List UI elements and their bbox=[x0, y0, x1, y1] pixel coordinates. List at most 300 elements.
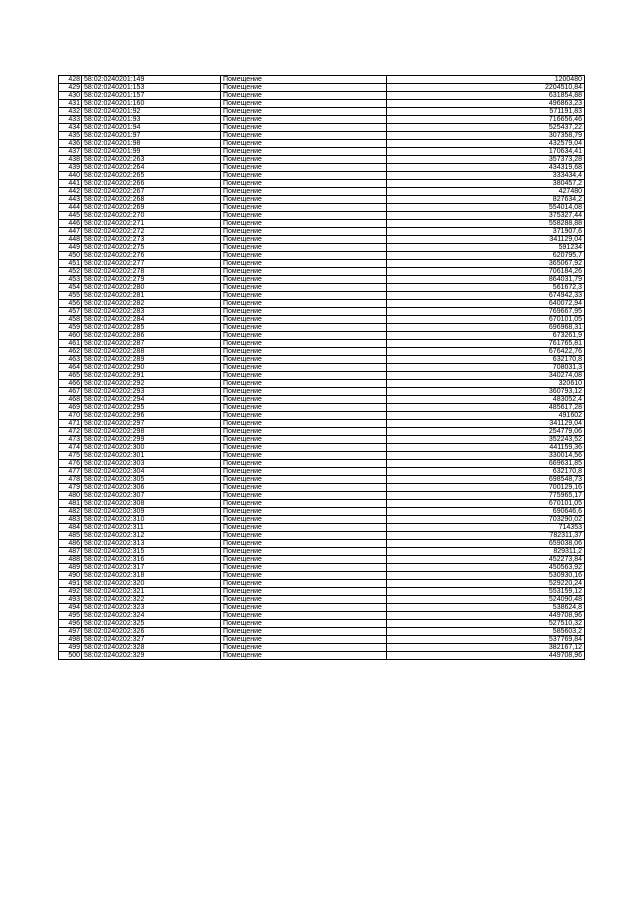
object-type-cell: Помещение bbox=[221, 140, 387, 148]
cadastral-value-cell: 690646,6 bbox=[387, 508, 585, 516]
table-row bbox=[59, 276, 585, 284]
cadastral-number-cell: 58:02:0240202:317 bbox=[82, 564, 221, 572]
cadastral-number-cell: 58:02:0240202:285 bbox=[82, 324, 221, 332]
object-type-cell: Помещение bbox=[221, 212, 387, 220]
cadastral-value-cell: 703290,02 bbox=[387, 516, 585, 524]
object-type-cell: Помещение bbox=[221, 636, 387, 644]
object-type-cell: Помещение bbox=[221, 108, 387, 116]
cadastral-number-cell: 58:02:0240202:271 bbox=[82, 220, 221, 228]
object-type-cell: Помещение bbox=[221, 204, 387, 212]
table-row bbox=[59, 644, 585, 652]
table-row bbox=[59, 484, 585, 492]
row-number-cell: 458 bbox=[59, 316, 82, 324]
row-number-cell: 488 bbox=[59, 556, 82, 564]
table-row bbox=[59, 356, 585, 364]
object-type-cell: Помещение bbox=[221, 100, 387, 108]
row-number-cell: 475 bbox=[59, 452, 82, 460]
cadastral-value-cell: 631854,88 bbox=[387, 92, 585, 100]
table-row bbox=[59, 460, 585, 468]
table-row bbox=[59, 116, 585, 124]
cadastral-value-cell: 307358,79 bbox=[387, 132, 585, 140]
cadastral-number-cell: 58:02:0240202:284 bbox=[82, 316, 221, 324]
table-row bbox=[59, 76, 585, 84]
row-number-cell: 466 bbox=[59, 380, 82, 388]
cadastral-value-cell: 775965,17 bbox=[387, 492, 585, 500]
cadastral-value-cell: 365067,92 bbox=[387, 260, 585, 268]
table-row bbox=[59, 588, 585, 596]
cadastral-number-cell: 58:02:0240202:265 bbox=[82, 172, 221, 180]
row-number-cell: 483 bbox=[59, 516, 82, 524]
cadastral-number-cell: 58:02:0240202:292 bbox=[82, 380, 221, 388]
cadastral-number-cell: 58:02:0240201:94 bbox=[82, 124, 221, 132]
row-number-cell: 447 bbox=[59, 228, 82, 236]
table-row bbox=[59, 508, 585, 516]
row-number-cell: 428 bbox=[59, 76, 82, 84]
cadastral-value-cell: 382167,12 bbox=[387, 644, 585, 652]
object-type-cell: Помещение bbox=[221, 156, 387, 164]
cadastral-number-cell: 58:02:0240202:268 bbox=[82, 196, 221, 204]
row-number-cell: 462 bbox=[59, 348, 82, 356]
object-type-cell: Помещение bbox=[221, 308, 387, 316]
table-row bbox=[59, 108, 585, 116]
cadastral-number-cell: 58:02:0240202:327 bbox=[82, 636, 221, 644]
table-row bbox=[59, 580, 585, 588]
row-number-cell: 455 bbox=[59, 292, 82, 300]
table-row bbox=[59, 156, 585, 164]
row-number-cell: 499 bbox=[59, 644, 82, 652]
cadastral-value-cell: 591234 bbox=[387, 244, 585, 252]
row-number-cell: 478 bbox=[59, 476, 82, 484]
object-type-cell: Помещение bbox=[221, 124, 387, 132]
row-number-cell: 452 bbox=[59, 268, 82, 276]
object-type-cell: Помещение bbox=[221, 524, 387, 532]
cadastral-number-cell: 58:02:0240201:97 bbox=[82, 132, 221, 140]
cadastral-number-cell: 58:02:0240202:312 bbox=[82, 532, 221, 540]
cadastral-value-cell: 529220,24 bbox=[387, 580, 585, 588]
cadastral-value-cell: 254779,06 bbox=[387, 428, 585, 436]
row-number-cell: 500 bbox=[59, 652, 82, 660]
cadastral-value-cell: 700129,16 bbox=[387, 484, 585, 492]
table-row bbox=[59, 220, 585, 228]
row-number-cell: 493 bbox=[59, 596, 82, 604]
object-type-cell: Помещение bbox=[221, 292, 387, 300]
row-number-cell: 494 bbox=[59, 604, 82, 612]
cadastral-number-cell: 58:02:0240201:99 bbox=[82, 148, 221, 156]
object-type-cell: Помещение bbox=[221, 580, 387, 588]
row-number-cell: 442 bbox=[59, 188, 82, 196]
table-row bbox=[59, 620, 585, 628]
row-number-cell: 486 bbox=[59, 540, 82, 548]
object-type-cell: Помещение bbox=[221, 500, 387, 508]
table-row bbox=[59, 388, 585, 396]
cadastral-number-cell: 58:02:0240202:306 bbox=[82, 484, 221, 492]
object-type-cell: Помещение bbox=[221, 300, 387, 308]
row-number-cell: 497 bbox=[59, 628, 82, 636]
row-number-cell: 489 bbox=[59, 564, 82, 572]
table-row bbox=[59, 572, 585, 580]
row-number-cell: 450 bbox=[59, 252, 82, 260]
row-number-cell: 436 bbox=[59, 140, 82, 148]
cadastral-number-cell: 58:02:0240201:92 bbox=[82, 108, 221, 116]
cadastral-number-cell: 58:02:0240202:315 bbox=[82, 548, 221, 556]
object-type-cell: Помещение bbox=[221, 276, 387, 284]
cadastral-value-cell: 341129,04 bbox=[387, 236, 585, 244]
object-type-cell: Помещение bbox=[221, 164, 387, 172]
cadastral-number-cell: 58:02:0240201:93 bbox=[82, 116, 221, 124]
table-row bbox=[59, 252, 585, 260]
cadastral-number-cell: 58:02:0240202:266 bbox=[82, 180, 221, 188]
row-number-cell: 456 bbox=[59, 300, 82, 308]
cadastral-value-cell: 375327,44 bbox=[387, 212, 585, 220]
object-type-cell: Помещение bbox=[221, 540, 387, 548]
object-type-cell: Помещение bbox=[221, 332, 387, 340]
table-row bbox=[59, 300, 585, 308]
table-row bbox=[59, 540, 585, 548]
row-number-cell: 461 bbox=[59, 340, 82, 348]
table-row bbox=[59, 92, 585, 100]
cadastral-value-cell: 632170,8 bbox=[387, 468, 585, 476]
object-type-cell: Помещение bbox=[221, 652, 387, 660]
table-row bbox=[59, 452, 585, 460]
object-type-cell: Помещение bbox=[221, 148, 387, 156]
object-type-cell: Помещение bbox=[221, 340, 387, 348]
table-row bbox=[59, 428, 585, 436]
table-row bbox=[59, 188, 585, 196]
cadastral-number-cell: 58:02:0240202:321 bbox=[82, 588, 221, 596]
cadastral-value-cell: 427480 bbox=[387, 188, 585, 196]
object-type-cell: Помещение bbox=[221, 196, 387, 204]
row-number-cell: 457 bbox=[59, 308, 82, 316]
object-type-cell: Помещение bbox=[221, 556, 387, 564]
table-row bbox=[59, 412, 585, 420]
cadastral-value-cell: 483052,4 bbox=[387, 396, 585, 404]
cadastral-number-cell: 58:02:0240202:326 bbox=[82, 628, 221, 636]
table-row bbox=[59, 564, 585, 572]
row-number-cell: 474 bbox=[59, 444, 82, 452]
object-type-cell: Помещение bbox=[221, 532, 387, 540]
table-row bbox=[59, 396, 585, 404]
cadastral-number-cell: 58:02:0240202:325 bbox=[82, 620, 221, 628]
object-type-cell: Помещение bbox=[221, 316, 387, 324]
cadastral-number-cell: 58:02:0240202:277 bbox=[82, 260, 221, 268]
cadastral-value-cell: 670101,05 bbox=[387, 500, 585, 508]
row-number-cell: 481 bbox=[59, 500, 82, 508]
table-row bbox=[59, 364, 585, 372]
table-row bbox=[59, 84, 585, 92]
object-type-cell: Помещение bbox=[221, 348, 387, 356]
row-number-cell: 435 bbox=[59, 132, 82, 140]
row-number-cell: 441 bbox=[59, 180, 82, 188]
row-number-cell: 460 bbox=[59, 332, 82, 340]
cadastral-value-cell: 330014,56 bbox=[387, 452, 585, 460]
cadastral-value-cell: 585603,2 bbox=[387, 628, 585, 636]
cadastral-number-cell: 58:02:0240202:305 bbox=[82, 476, 221, 484]
row-number-cell: 439 bbox=[59, 164, 82, 172]
cadastral-value-cell: 2204510,84 bbox=[387, 84, 585, 92]
table-row bbox=[59, 132, 585, 140]
row-number-cell: 429 bbox=[59, 84, 82, 92]
table-row bbox=[59, 604, 585, 612]
table-row bbox=[59, 212, 585, 220]
cadastral-value-cell: 449708,96 bbox=[387, 612, 585, 620]
object-type-cell: Помещение bbox=[221, 420, 387, 428]
row-number-cell: 434 bbox=[59, 124, 82, 132]
object-type-cell: Помещение bbox=[221, 236, 387, 244]
cadastral-number-cell: 58:02:0240202:308 bbox=[82, 500, 221, 508]
row-number-cell: 477 bbox=[59, 468, 82, 476]
cadastral-value-cell: 669631,85 bbox=[387, 460, 585, 468]
object-type-cell: Помещение bbox=[221, 252, 387, 260]
object-type-cell: Помещение bbox=[221, 508, 387, 516]
cadastral-value-cell: 706184,26 bbox=[387, 268, 585, 276]
table-row bbox=[59, 196, 585, 204]
row-number-cell: 468 bbox=[59, 396, 82, 404]
object-type-cell: Помещение bbox=[221, 452, 387, 460]
cadastral-value-cell: 554014,08 bbox=[387, 204, 585, 212]
table-row bbox=[59, 348, 585, 356]
cadastral-value-cell: 530930,16 bbox=[387, 572, 585, 580]
table-row bbox=[59, 140, 585, 148]
row-number-cell: 453 bbox=[59, 276, 82, 284]
cadastral-value-cell: 674942,33 bbox=[387, 292, 585, 300]
object-type-cell: Помещение bbox=[221, 356, 387, 364]
row-number-cell: 459 bbox=[59, 324, 82, 332]
cadastral-value-cell: 558288,88 bbox=[387, 220, 585, 228]
object-type-cell: Помещение bbox=[221, 612, 387, 620]
cadastral-number-cell: 58:02:0240202:303 bbox=[82, 460, 221, 468]
cadastral-number-cell: 58:02:0240202:310 bbox=[82, 516, 221, 524]
cadastral-value-cell: 527510,32 bbox=[387, 620, 585, 628]
cadastral-number-cell: 58:02:0240202:267 bbox=[82, 188, 221, 196]
object-type-cell: Помещение bbox=[221, 644, 387, 652]
cadastral-number-cell: 58:02:0240202:279 bbox=[82, 276, 221, 284]
cadastral-value-cell: 380457,2 bbox=[387, 180, 585, 188]
row-number-cell: 485 bbox=[59, 532, 82, 540]
object-type-cell: Помещение bbox=[221, 268, 387, 276]
cadastral-number-cell: 58:02:0240202:318 bbox=[82, 572, 221, 580]
table-row bbox=[59, 468, 585, 476]
table-row bbox=[59, 636, 585, 644]
object-type-cell: Помещение bbox=[221, 284, 387, 292]
table-row bbox=[59, 292, 585, 300]
object-type-cell: Помещение bbox=[221, 228, 387, 236]
row-number-cell: 484 bbox=[59, 524, 82, 532]
object-type-cell: Помещение bbox=[221, 596, 387, 604]
object-type-cell: Помещение bbox=[221, 484, 387, 492]
cadastral-number-cell: 58:02:0240202:329 bbox=[82, 652, 221, 660]
cadastral-number-cell: 58:02:0240202:307 bbox=[82, 492, 221, 500]
table-row bbox=[59, 332, 585, 340]
table-row bbox=[59, 316, 585, 324]
object-type-cell: Помещение bbox=[221, 492, 387, 500]
cadastral-number-cell: 58:02:0240202:269 bbox=[82, 204, 221, 212]
cadastral-value-cell: 696968,31 bbox=[387, 324, 585, 332]
cadastral-value-cell: 525437,22 bbox=[387, 124, 585, 132]
object-type-cell: Помещение bbox=[221, 92, 387, 100]
cadastral-number-cell: 58:02:0240202:290 bbox=[82, 364, 221, 372]
cadastral-number-cell: 58:02:0240202:322 bbox=[82, 596, 221, 604]
object-type-cell: Помещение bbox=[221, 260, 387, 268]
row-number-cell: 446 bbox=[59, 220, 82, 228]
table-row bbox=[59, 236, 585, 244]
row-number-cell: 482 bbox=[59, 508, 82, 516]
table-row bbox=[59, 516, 585, 524]
cadastral-value-cell: 452273,84 bbox=[387, 556, 585, 564]
cadastral-value-cell: 357373,28 bbox=[387, 156, 585, 164]
row-number-cell: 470 bbox=[59, 412, 82, 420]
cadastral-number-cell: 58:02:0240202:299 bbox=[82, 436, 221, 444]
table-row bbox=[59, 532, 585, 540]
object-type-cell: Помещение bbox=[221, 396, 387, 404]
cadastral-value-cell: 864031,79 bbox=[387, 276, 585, 284]
cadastral-value-cell: 352243,52 bbox=[387, 436, 585, 444]
row-number-cell: 467 bbox=[59, 388, 82, 396]
row-number-cell: 487 bbox=[59, 548, 82, 556]
row-number-cell: 448 bbox=[59, 236, 82, 244]
cadastral-value-cell: 670101,05 bbox=[387, 316, 585, 324]
cadastral-value-cell: 524090,48 bbox=[387, 596, 585, 604]
cadastral-value-cell: 1200480 bbox=[387, 76, 585, 84]
cadastral-number-cell: 58:02:0240202:298 bbox=[82, 428, 221, 436]
cadastral-value-cell: 716656,46 bbox=[387, 116, 585, 124]
row-number-cell: 444 bbox=[59, 204, 82, 212]
row-number-cell: 491 bbox=[59, 580, 82, 588]
cadastral-value-cell: 537769,84 bbox=[387, 636, 585, 644]
object-type-cell: Помещение bbox=[221, 132, 387, 140]
property-table bbox=[58, 75, 585, 660]
cadastral-value-cell: 829311,2 bbox=[387, 548, 585, 556]
row-number-cell: 431 bbox=[59, 100, 82, 108]
cadastral-number-cell: 58:02:0240202:296 bbox=[82, 412, 221, 420]
cadastral-number-cell: 58:02:0240202:294 bbox=[82, 396, 221, 404]
object-type-cell: Помещение bbox=[221, 76, 387, 84]
object-type-cell: Помещение bbox=[221, 516, 387, 524]
row-number-cell: 465 bbox=[59, 372, 82, 380]
object-type-cell: Помещение bbox=[221, 548, 387, 556]
object-type-cell: Помещение bbox=[221, 388, 387, 396]
object-type-cell: Помещение bbox=[221, 444, 387, 452]
object-type-cell: Помещение bbox=[221, 620, 387, 628]
cadastral-number-cell: 58:02:0240201:157 bbox=[82, 92, 221, 100]
table-row bbox=[59, 204, 585, 212]
table-row bbox=[59, 476, 585, 484]
row-number-cell: 438 bbox=[59, 156, 82, 164]
row-number-cell: 473 bbox=[59, 436, 82, 444]
object-type-cell: Помещение bbox=[221, 460, 387, 468]
table-row bbox=[59, 100, 585, 108]
cadastral-value-cell: 714353 bbox=[387, 524, 585, 532]
cadastral-number-cell: 58:02:0240202:288 bbox=[82, 348, 221, 356]
table-row bbox=[59, 260, 585, 268]
cadastral-number-cell: 58:02:0240202:272 bbox=[82, 228, 221, 236]
object-type-cell: Помещение bbox=[221, 428, 387, 436]
cadastral-value-cell: 673261,9 bbox=[387, 332, 585, 340]
cadastral-value-cell: 491602 bbox=[387, 412, 585, 420]
cadastral-value-cell: 450563,92 bbox=[387, 564, 585, 572]
object-type-cell: Помещение bbox=[221, 324, 387, 332]
object-type-cell: Помещение bbox=[221, 564, 387, 572]
row-number-cell: 496 bbox=[59, 620, 82, 628]
object-type-cell: Помещение bbox=[221, 380, 387, 388]
table-row bbox=[59, 420, 585, 428]
table-row bbox=[59, 380, 585, 388]
cadastral-number-cell: 58:02:0240202:324 bbox=[82, 612, 221, 620]
object-type-cell: Помещение bbox=[221, 172, 387, 180]
table-row bbox=[59, 556, 585, 564]
table-row bbox=[59, 372, 585, 380]
cadastral-number-cell: 58:02:0240202:263 bbox=[82, 156, 221, 164]
cadastral-value-cell: 676422,76 bbox=[387, 348, 585, 356]
cadastral-number-cell: 58:02:0240201:149 bbox=[82, 76, 221, 84]
table-row bbox=[59, 500, 585, 508]
row-number-cell: 463 bbox=[59, 356, 82, 364]
cadastral-number-cell: 58:02:0240201:153 bbox=[82, 84, 221, 92]
table-row bbox=[59, 340, 585, 348]
row-number-cell: 471 bbox=[59, 420, 82, 428]
object-type-cell: Помещение bbox=[221, 188, 387, 196]
row-number-cell: 432 bbox=[59, 108, 82, 116]
cadastral-value-cell: 640072,94 bbox=[387, 300, 585, 308]
table-row bbox=[59, 148, 585, 156]
row-number-cell: 437 bbox=[59, 148, 82, 156]
object-type-cell: Помещение bbox=[221, 468, 387, 476]
cadastral-number-cell: 58:02:0240202:291 bbox=[82, 372, 221, 380]
cadastral-number-cell: 58:02:0240202:295 bbox=[82, 404, 221, 412]
row-number-cell: 495 bbox=[59, 612, 82, 620]
object-type-cell: Помещение bbox=[221, 180, 387, 188]
object-type-cell: Помещение bbox=[221, 244, 387, 252]
table-row bbox=[59, 180, 585, 188]
table-row bbox=[59, 164, 585, 172]
cadastral-value-cell: 708031,3 bbox=[387, 364, 585, 372]
row-number-cell: 443 bbox=[59, 196, 82, 204]
cadastral-value-cell: 561672,3 bbox=[387, 284, 585, 292]
cadastral-number-cell: 58:02:0240202:304 bbox=[82, 468, 221, 476]
table-row bbox=[59, 436, 585, 444]
cadastral-value-cell: 769667,95 bbox=[387, 308, 585, 316]
cadastral-number-cell: 58:02:0240202:293 bbox=[82, 388, 221, 396]
cadastral-value-cell: 333434,4 bbox=[387, 172, 585, 180]
cadastral-number-cell: 58:02:0240201:98 bbox=[82, 140, 221, 148]
table-row bbox=[59, 324, 585, 332]
row-number-cell: 479 bbox=[59, 484, 82, 492]
cadastral-value-cell: 170634,41 bbox=[387, 148, 585, 156]
row-number-cell: 498 bbox=[59, 636, 82, 644]
table-row bbox=[59, 628, 585, 636]
cadastral-value-cell: 320610 bbox=[387, 380, 585, 388]
cadastral-value-cell: 538624,8 bbox=[387, 604, 585, 612]
cadastral-value-cell: 432579,04 bbox=[387, 140, 585, 148]
table-row bbox=[59, 652, 585, 660]
row-number-cell: 492 bbox=[59, 588, 82, 596]
cadastral-number-cell: 58:02:0240202:286 bbox=[82, 332, 221, 340]
table-row bbox=[59, 596, 585, 604]
cadastral-value-cell: 827634,2 bbox=[387, 196, 585, 204]
table-row bbox=[59, 124, 585, 132]
object-type-cell: Помещение bbox=[221, 572, 387, 580]
row-number-cell: 430 bbox=[59, 92, 82, 100]
object-type-cell: Помещение bbox=[221, 604, 387, 612]
cadastral-number-cell: 58:02:0240202:316 bbox=[82, 556, 221, 564]
cadastral-value-cell: 761765,81 bbox=[387, 340, 585, 348]
cadastral-number-cell: 58:02:0240202:309 bbox=[82, 508, 221, 516]
object-type-cell: Помещение bbox=[221, 628, 387, 636]
cadastral-number-cell: 58:02:0240202:270 bbox=[82, 212, 221, 220]
cadastral-number-cell: 58:02:0240202:283 bbox=[82, 308, 221, 316]
row-number-cell: 454 bbox=[59, 284, 82, 292]
object-type-cell: Помещение bbox=[221, 220, 387, 228]
cadastral-value-cell: 360793,12 bbox=[387, 388, 585, 396]
